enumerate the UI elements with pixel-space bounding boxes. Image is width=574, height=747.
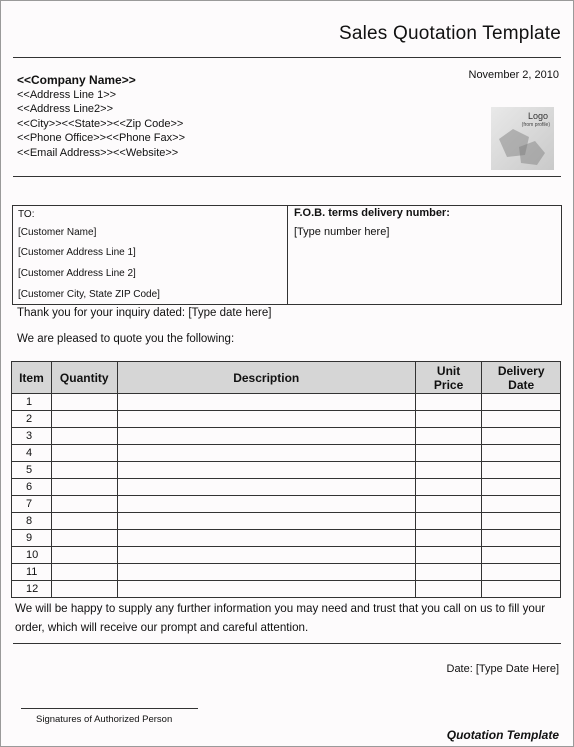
header-delivery-date bbox=[482, 362, 561, 394]
unit-price-cell[interactable] bbox=[415, 496, 482, 513]
table-row bbox=[12, 581, 561, 598]
signature-line bbox=[21, 708, 198, 709]
item-number: 10 bbox=[12, 547, 52, 564]
quantity-cell[interactable] bbox=[51, 479, 117, 496]
item-number: 1 bbox=[12, 394, 52, 411]
customer-city-state-zip: [Customer City, State ZIP Code] bbox=[18, 289, 160, 300]
description-cell[interactable] bbox=[117, 581, 415, 598]
bottom-divider bbox=[13, 643, 561, 644]
description-cell[interactable] bbox=[117, 547, 415, 564]
description-cell[interactable] bbox=[117, 394, 415, 411]
footer-title: Quotation Template bbox=[446, 728, 559, 742]
header-unit-price bbox=[415, 362, 482, 394]
quantity-cell[interactable] bbox=[51, 411, 117, 428]
quote-date: November 2, 2010 bbox=[468, 69, 559, 81]
inquiry-line: Thank you for your inquiry dated: [Type date here] bbox=[17, 307, 272, 319]
unit-price-cell[interactable] bbox=[415, 411, 482, 428]
table-row bbox=[12, 394, 561, 411]
description-cell[interactable] bbox=[117, 462, 415, 479]
company-city-state-zip: <<City>><<State>><<Zip Code>> bbox=[17, 117, 184, 130]
company-email-website: <<Email Address>><<Website>> bbox=[17, 146, 179, 159]
company-name: <<Company Name>> bbox=[17, 73, 136, 87]
description-cell[interactable] bbox=[117, 445, 415, 462]
fob-number: [Type number here] bbox=[294, 226, 390, 238]
description-cell[interactable] bbox=[117, 564, 415, 581]
delivery-date-cell[interactable] bbox=[482, 428, 561, 445]
table-row bbox=[12, 411, 561, 428]
recipient-box bbox=[12, 205, 562, 305]
item-number: 3 bbox=[12, 428, 52, 445]
description-cell[interactable] bbox=[117, 411, 415, 428]
unit-price-cell[interactable] bbox=[415, 394, 482, 411]
customer-address-2: [Customer Address Line 2] bbox=[18, 268, 136, 279]
company-address-2: <<Address Line2>> bbox=[17, 103, 114, 115]
table-header-row bbox=[12, 362, 561, 394]
customer-address-1: [Customer Address Line 1] bbox=[18, 247, 136, 258]
table-row bbox=[12, 564, 561, 581]
unit-price-cell[interactable] bbox=[415, 479, 482, 496]
header-delivery-line2: Date bbox=[508, 377, 535, 392]
description-cell[interactable] bbox=[117, 428, 415, 445]
quantity-cell[interactable] bbox=[51, 581, 117, 598]
logo-placeholder-icon bbox=[491, 107, 554, 170]
quantity-cell[interactable] bbox=[51, 513, 117, 530]
unit-price-cell[interactable] bbox=[415, 547, 482, 564]
quantity-cell[interactable] bbox=[51, 564, 117, 581]
fob-label: F.O.B. terms delivery number: bbox=[294, 207, 450, 219]
table-row bbox=[12, 479, 561, 496]
delivery-date-cell[interactable] bbox=[482, 513, 561, 530]
item-number: 4 bbox=[12, 445, 52, 462]
delivery-date-cell[interactable] bbox=[482, 530, 561, 547]
table-row bbox=[12, 496, 561, 513]
item-number: 12 bbox=[12, 581, 52, 598]
header-delivery-line1: Delivery bbox=[497, 363, 545, 378]
description-cell[interactable] bbox=[117, 496, 415, 513]
section-divider bbox=[13, 176, 561, 177]
item-number: 5 bbox=[12, 462, 52, 479]
table-row bbox=[12, 547, 561, 564]
customer-name: [Customer Name] bbox=[18, 227, 97, 238]
delivery-date-cell[interactable] bbox=[482, 411, 561, 428]
description-cell[interactable] bbox=[117, 513, 415, 530]
item-number: 11 bbox=[12, 564, 52, 581]
item-number: 8 bbox=[12, 513, 52, 530]
signature-label: Signatures of Authorized Person bbox=[36, 714, 173, 725]
delivery-date-cell[interactable] bbox=[482, 496, 561, 513]
description-cell[interactable] bbox=[117, 479, 415, 496]
item-number: 2 bbox=[12, 411, 52, 428]
quote-intro: We are pleased to quote you the following: bbox=[17, 333, 235, 345]
header-unit-price-line1: Unit bbox=[436, 363, 461, 378]
table-row bbox=[12, 445, 561, 462]
company-phones: <<Phone Office>><<Phone Fax>> bbox=[17, 132, 185, 144]
top-divider bbox=[13, 57, 561, 58]
item-number: 9 bbox=[12, 530, 52, 547]
closing-paragraph: We will be happy to supply any further information you may need and trust that you call on us to fill your order, which will receive our prompt and careful attention. bbox=[15, 602, 546, 634]
description-cell[interactable] bbox=[117, 530, 415, 547]
unit-price-cell[interactable] bbox=[415, 462, 482, 479]
unit-price-cell[interactable] bbox=[415, 513, 482, 530]
quantity-cell[interactable] bbox=[51, 530, 117, 547]
item-number: 7 bbox=[12, 496, 52, 513]
table-row bbox=[12, 513, 561, 530]
table-row bbox=[12, 428, 561, 445]
quantity-cell[interactable] bbox=[51, 496, 117, 513]
logo-sub-label: (from profile) bbox=[521, 122, 550, 128]
quantity-cell[interactable] bbox=[51, 428, 117, 445]
delivery-date-cell[interactable] bbox=[482, 547, 561, 564]
company-address-1: <<Address Line 1>> bbox=[17, 88, 117, 101]
delivery-date-cell[interactable] bbox=[482, 394, 561, 411]
page-title: Sales Quotation Template bbox=[338, 23, 561, 44]
quantity-cell[interactable] bbox=[51, 394, 117, 411]
unit-price-cell[interactable] bbox=[415, 428, 482, 445]
header-description: Description bbox=[117, 362, 415, 394]
header-item: Item bbox=[12, 362, 52, 394]
logo-label: Logo bbox=[527, 111, 548, 121]
quantity-cell[interactable] bbox=[51, 445, 117, 462]
delivery-date-cell[interactable] bbox=[482, 445, 561, 462]
company-block bbox=[17, 73, 185, 160]
unit-price-cell[interactable] bbox=[415, 530, 482, 547]
header-quantity: Quantity bbox=[51, 362, 117, 394]
quantity-cell[interactable] bbox=[51, 547, 117, 564]
unit-price-cell[interactable] bbox=[415, 564, 482, 581]
quantity-cell[interactable] bbox=[51, 462, 117, 479]
delivery-date-cell[interactable] bbox=[482, 581, 561, 598]
unit-price-cell[interactable] bbox=[415, 445, 482, 462]
header-unit-price-line2: Price bbox=[433, 377, 464, 392]
to-label: TO: bbox=[18, 209, 35, 220]
items-table bbox=[11, 361, 561, 598]
item-number: 6 bbox=[12, 479, 52, 496]
delivery-date-cell[interactable] bbox=[482, 462, 561, 479]
signature-date: Date: [Type Date Here] bbox=[446, 663, 559, 675]
delivery-date-cell[interactable] bbox=[482, 564, 561, 581]
table-row bbox=[12, 462, 561, 479]
delivery-date-cell[interactable] bbox=[482, 479, 561, 496]
table-row bbox=[12, 530, 561, 547]
recipient-column bbox=[13, 206, 288, 304]
unit-price-cell[interactable] bbox=[415, 581, 482, 598]
